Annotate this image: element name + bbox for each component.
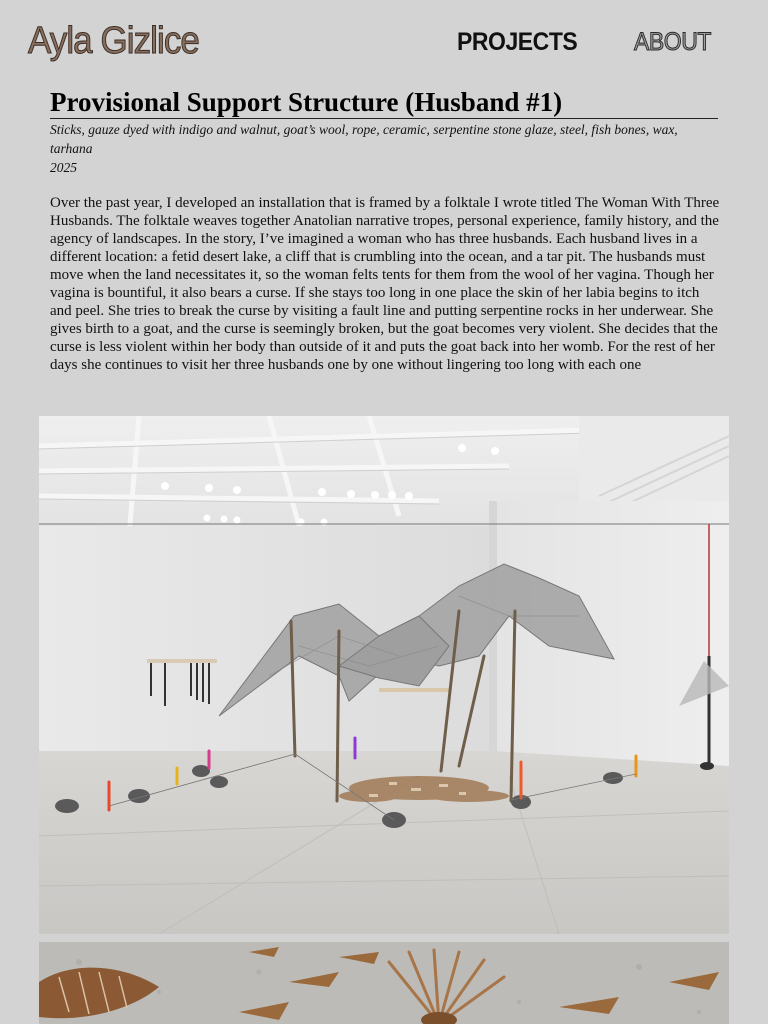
project-title: Provisional Support Structure (Husband #1) [50,86,718,119]
installation-photo[interactable] [39,416,729,934]
detail-photo[interactable] [39,942,729,1024]
project-description: Over the past year, I developed an installation that is framed by a folktale I wrote titled The Woman With Three Husbands. The folktale weaves together Anatolian narrative tropes, personal experience, family history, and the agency of landscapes. In the story, I’ve imagined a woman who has three husbands. Each husband lives in a different location: a fetid desert lake, a cliff that is crumbling into the ocean, and a tar pit. The husbands must move when the land necessitates it, so the woman felts tents for them from the wool of her vagina. Though her vagina is bountiful, it also bears a curse. If she stays too long in one place the skin of her labia begins to itch and peel. She tries to break the curse by visiting a fault line and putting serpentine rocks in her underwear. She gives birth to a goat, and the curse is seemingly broken, but the goat becomes very violent. She decides that the curse is less violent within her body than outside of it and puts the goat back into her womb. For the rest of her days she continues to visit her three husbands one by one without lingering too long with each one [50,195,720,373]
nav-projects-link[interactable]: PROJECTS [457,28,578,56]
gallery-installation-image [39,416,729,934]
site-title-link[interactable]: Ayla Gizlice [28,20,199,62]
detail-floor-image [39,942,729,1024]
project-materials: Sticks, gauze dyed with indigo and walnut, goat’s wool, rope, ceramic, serpentine stone glaze, steel, fish bones, wax, tarhana [50,122,678,156]
project-year: 2025 [50,160,77,175]
nav-about-link[interactable]: ABOUT [634,28,711,56]
main-nav [0,26,768,60]
